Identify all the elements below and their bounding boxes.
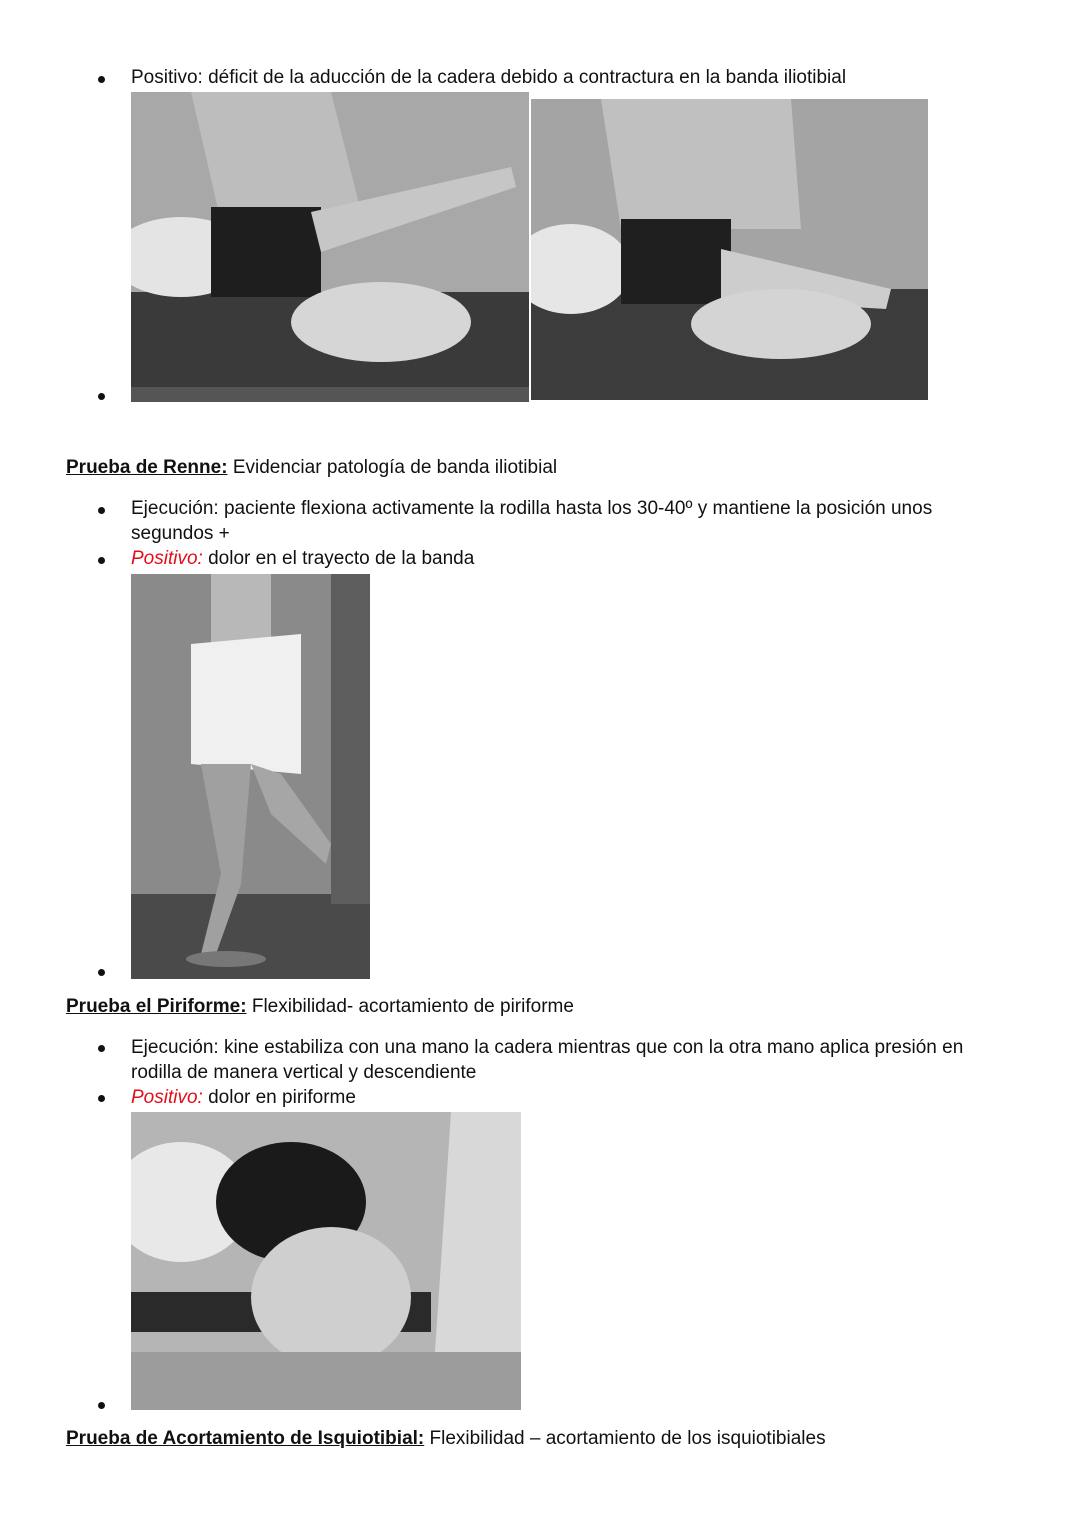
positive-label: Positivo: [131, 1087, 203, 1108]
bullet [98, 1045, 105, 1052]
positive-label: Positivo: [131, 548, 203, 569]
renne-execution-line1: Ejecución: paciente flexiona activamente la rodilla hasta los 30-40º y mantiene la posición unos [131, 498, 933, 519]
photo-hip-adduction-end [531, 99, 928, 400]
isquiotibial-heading [66, 1427, 826, 1451]
bullet-empty [98, 969, 105, 976]
bullet-empty [98, 1402, 105, 1409]
piriforme-description: Flexibilidad- acortamiento de piriforme [246, 996, 574, 1017]
bullet [98, 507, 105, 514]
positive-text: dolor en el trayecto de la banda [202, 548, 475, 569]
isquiotibial-description: Flexibilidad – acortamiento de los isquiotibiales [424, 1428, 826, 1449]
piriforme-heading [66, 995, 574, 1019]
renne-description: Evidenciar patología de banda iliotibial [227, 457, 558, 478]
renne-heading [66, 456, 557, 480]
piriforme-execution-line2: rodilla de manera vertical y descendiente [131, 1062, 477, 1083]
bullet-empty [98, 393, 105, 400]
bullet [98, 557, 105, 564]
renne-positive [131, 547, 474, 571]
positive-text: Positivo: déficit de la aducción de la cadera debido a contractura en la banda iliotibial [131, 67, 847, 88]
isquiotibial-title: Prueba de Acortamiento de Isquiotibial: [66, 1428, 425, 1449]
photo-renne-test [131, 574, 370, 979]
photo-piriformis-test [131, 1112, 521, 1410]
positive-text: dolor en piriforme [202, 1087, 356, 1108]
piriforme-positive [131, 1086, 356, 1110]
renne-title: Prueba de Renne: [66, 457, 228, 478]
photo-hip-adduction-start [131, 92, 529, 402]
bullet [98, 76, 105, 83]
piriforme-execution-line1: Ejecución: kine estabiliza con una mano la cadera mientras que con la otra mano aplica presión en [131, 1037, 964, 1058]
bullet [98, 1095, 105, 1102]
piriforme-title: Prueba el Piriforme: [66, 996, 247, 1017]
renne-execution-line2: segundos + [131, 523, 230, 544]
